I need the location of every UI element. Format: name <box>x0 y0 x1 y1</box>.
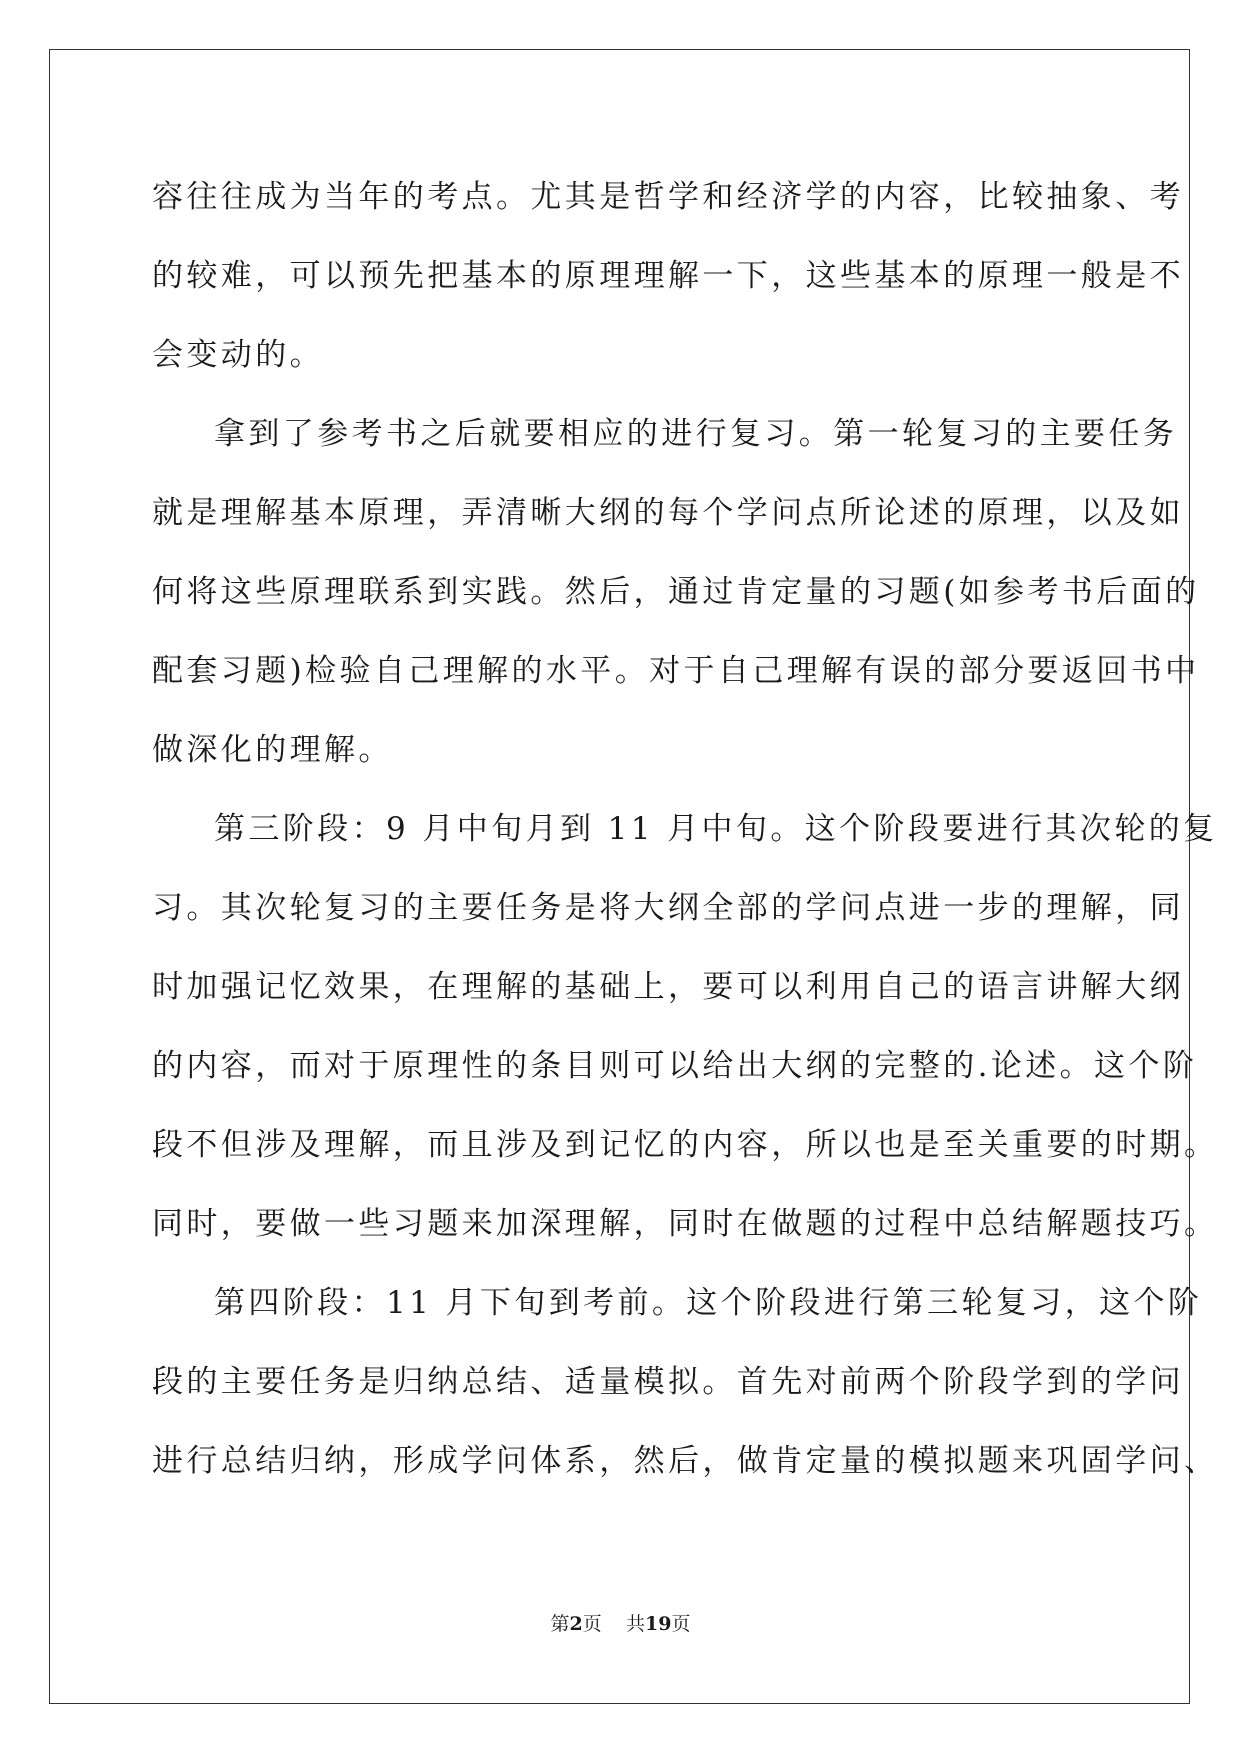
text-line: 段的主要任务是归纳总结、适量模拟。首先对前两个阶段学到的学问 <box>152 1364 1184 1400</box>
text-line: 就是理解基本原理，弄清晰大纲的每个学问点所论述的原理，以及如 <box>152 495 1184 531</box>
text-line: 同时，要做一些习题来加深理解，同时在做题的过程中总结解题技巧。 <box>152 1206 1219 1242</box>
paragraph-first-line: 第四阶段：11 月下旬到考前。这个阶段进行第三轮复习，这个阶 <box>214 1285 1203 1321</box>
total-pages: 19 <box>644 1613 672 1635</box>
text-line: 时加强记忆效果，在理解的基础上，要可以利用自己的语言讲解大纲 <box>152 969 1184 1005</box>
text-line: 的较难，可以预先把基本的原理理解一下，这些基本的原理一般是不 <box>152 258 1184 294</box>
text-line: 何将这些原理联系到实践。然后，通过肯定量的习题(如参考书后面的 <box>152 574 1200 610</box>
text-line: 的内容，而对于原理性的条目则可以给出大纲的完整的.论述。这个阶 <box>152 1048 1198 1084</box>
document-body <box>152 158 1219 1501</box>
text-line: 容往往成为当年的考点。尤其是哲学和经济学的内容，比较抽象、考 <box>152 179 1184 215</box>
page-footer <box>0 1612 1241 1636</box>
text-line: 段不但涉及理解，而且涉及到记忆的内容，所以也是至关重要的时期。 <box>152 1127 1219 1163</box>
text-line: 会变动的。 <box>152 337 324 373</box>
page-number: 2 <box>569 1613 583 1635</box>
text-line: 做深化的理解。 <box>152 732 393 768</box>
text-line: 习。其次轮复习的主要任务是将大纲全部的学问点进一步的理解，同 <box>152 890 1184 926</box>
text-line: 进行总结归纳，形成学问体系，然后，做肯定量的模拟题来巩固学问、 <box>152 1443 1219 1479</box>
text-line: 配套习题)检验自己理解的水平。对于自己理解有误的部分要返回书中 <box>152 653 1200 689</box>
total-suffix: 页 <box>671 1613 691 1635</box>
paragraph-first-line: 拿到了参考书之后就要相应的进行复习。第一轮复习的主要任务 <box>214 416 1178 452</box>
total-prefix: 共 <box>625 1613 645 1635</box>
paragraph-first-line: 第三阶段：9 月中旬月到 11 月中旬。这个阶段要进行其次轮的复 <box>214 811 1218 847</box>
page-suffix: 页 <box>582 1613 602 1635</box>
page-prefix: 第 <box>550 1613 570 1635</box>
